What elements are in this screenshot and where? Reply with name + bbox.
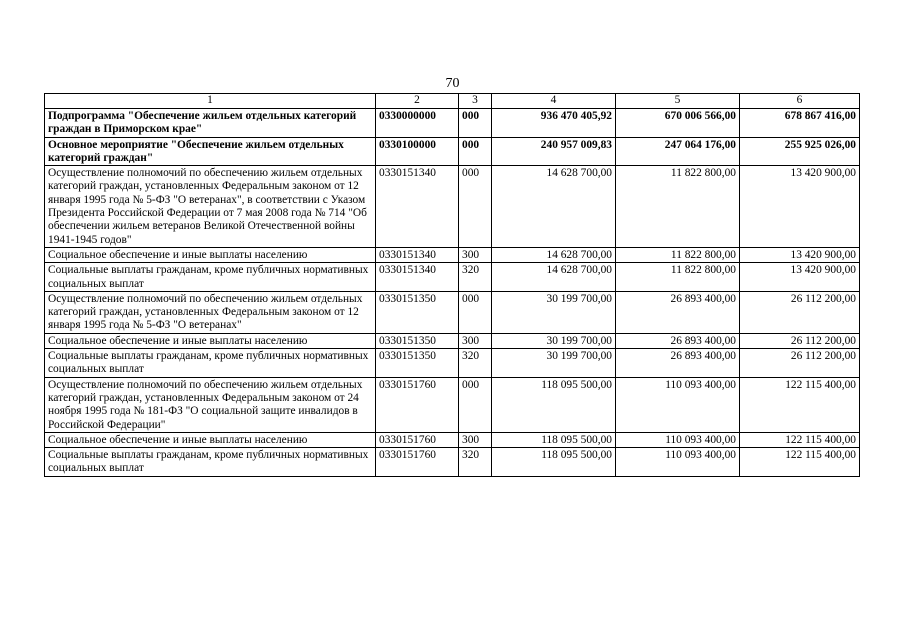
table-row [45,263,860,292]
amount-year-1: 118 095 500,00 [492,377,616,432]
amount-year-3: 255 925 026,00 [740,137,860,166]
target-article-code: 0330151350 [376,333,459,348]
column-header: 1 [45,94,376,109]
amount-year-2: 11 822 800,00 [616,247,740,262]
amount-year-3: 678 867 416,00 [740,109,860,138]
amount-year-3: 26 112 200,00 [740,291,860,333]
target-article-code: 0330151340 [376,263,459,292]
amount-year-1: 14 628 700,00 [492,247,616,262]
amount-year-1: 936 470 405,92 [492,109,616,138]
amount-year-2: 670 006 566,00 [616,109,740,138]
target-article-code: 0330000000 [376,109,459,138]
amount-year-3: 13 420 900,00 [740,263,860,292]
expense-type-code: 000 [459,137,492,166]
table-row [45,137,860,166]
amount-year-1: 118 095 500,00 [492,448,616,477]
table-row [45,432,860,447]
row-name: Социальные выплаты гражданам, кроме публичных нормативных социальных выплат [45,448,376,477]
expense-type-code: 000 [459,166,492,248]
amount-year-2: 11 822 800,00 [616,263,740,292]
target-article-code: 0330151760 [376,448,459,477]
amount-year-3: 122 115 400,00 [740,432,860,447]
expense-type-code: 300 [459,432,492,447]
amount-year-2: 110 093 400,00 [616,377,740,432]
column-header: 4 [492,94,616,109]
amount-year-1: 14 628 700,00 [492,263,616,292]
row-name: Социальное обеспечение и иные выплаты населению [45,333,376,348]
table-row [45,247,860,262]
expense-type-code: 320 [459,448,492,477]
amount-year-1: 118 095 500,00 [492,432,616,447]
amount-year-3: 13 420 900,00 [740,166,860,248]
amount-year-2: 247 064 176,00 [616,137,740,166]
expense-type-code: 320 [459,349,492,378]
amount-year-2: 110 093 400,00 [616,448,740,477]
row-name: Социальные выплаты гражданам, кроме публичных нормативных социальных выплат [45,349,376,378]
amount-year-2: 11 822 800,00 [616,166,740,248]
amount-year-3: 26 112 200,00 [740,333,860,348]
expense-type-code: 300 [459,247,492,262]
target-article-code: 0330151340 [376,247,459,262]
amount-year-2: 26 893 400,00 [616,333,740,348]
column-header: 5 [616,94,740,109]
column-header: 2 [376,94,459,109]
table-row [45,448,860,477]
target-article-code: 0330151760 [376,432,459,447]
amount-year-3: 26 112 200,00 [740,349,860,378]
table-row [45,349,860,378]
page-number: 70 [445,76,460,91]
table-row [45,291,860,333]
row-name: Осуществление полномочий по обеспечению жильем отдельных категорий граждан, установленных Федеральным законом от 12 января 1995 года № 5-ФЗ "О ветеранах" [45,291,376,333]
table-row [45,377,860,432]
row-name: Подпрограмма "Обеспечение жильем отдельных категорий граждан в Приморском крае" [45,109,376,138]
table-row [45,109,860,138]
row-name: Социальные выплаты гражданам, кроме публичных нормативных социальных выплат [45,263,376,292]
target-article-code: 0330151350 [376,349,459,378]
amount-year-3: 13 420 900,00 [740,247,860,262]
amount-year-2: 26 893 400,00 [616,291,740,333]
row-name: Социальное обеспечение и иные выплаты населению [45,247,376,262]
target-article-code: 0330151340 [376,166,459,248]
row-name: Осуществление полномочий по обеспечению жильем отдельных категорий граждан, установленных Федеральным законом от 12 января 1995 года № 5-ФЗ "О ветеранах", в соответствии с Указом Президента Российской Федерации от 7 мая 2008 года № 714 "Об обеспечении жильем ветеранов Великой Отечественной войны 1941-1945 годов" [45,166,376,248]
amount-year-2: 110 093 400,00 [616,432,740,447]
column-header: 6 [740,94,860,109]
amount-year-3: 122 115 400,00 [740,448,860,477]
row-name: Социальное обеспечение и иные выплаты населению [45,432,376,447]
amount-year-1: 14 628 700,00 [492,166,616,248]
target-article-code: 0330100000 [376,137,459,166]
amount-year-1: 30 199 700,00 [492,333,616,348]
amount-year-1: 30 199 700,00 [492,291,616,333]
amount-year-1: 30 199 700,00 [492,349,616,378]
target-article-code: 0330151350 [376,291,459,333]
target-article-code: 0330151760 [376,377,459,432]
table-row [45,333,860,348]
amount-year-1: 240 957 009,83 [492,137,616,166]
column-header: 3 [459,94,492,109]
expense-type-code: 320 [459,263,492,292]
expense-type-code: 000 [459,291,492,333]
amount-year-3: 122 115 400,00 [740,377,860,432]
expense-type-code: 000 [459,377,492,432]
column-number-row [45,94,860,109]
row-name: Основное мероприятие "Обеспечение жильем отдельных категорий граждан" [45,137,376,166]
table-row [45,166,860,248]
row-name: Осуществление полномочий по обеспечению жильем отдельных категорий граждан, установленных Федеральным законом от 24 ноября 1995 года № 181-ФЗ "О социальной защите инвалидов в Российской Федерации" [45,377,376,432]
budget-table [44,93,860,477]
expense-type-code: 300 [459,333,492,348]
amount-year-2: 26 893 400,00 [616,349,740,378]
expense-type-code: 000 [459,109,492,138]
